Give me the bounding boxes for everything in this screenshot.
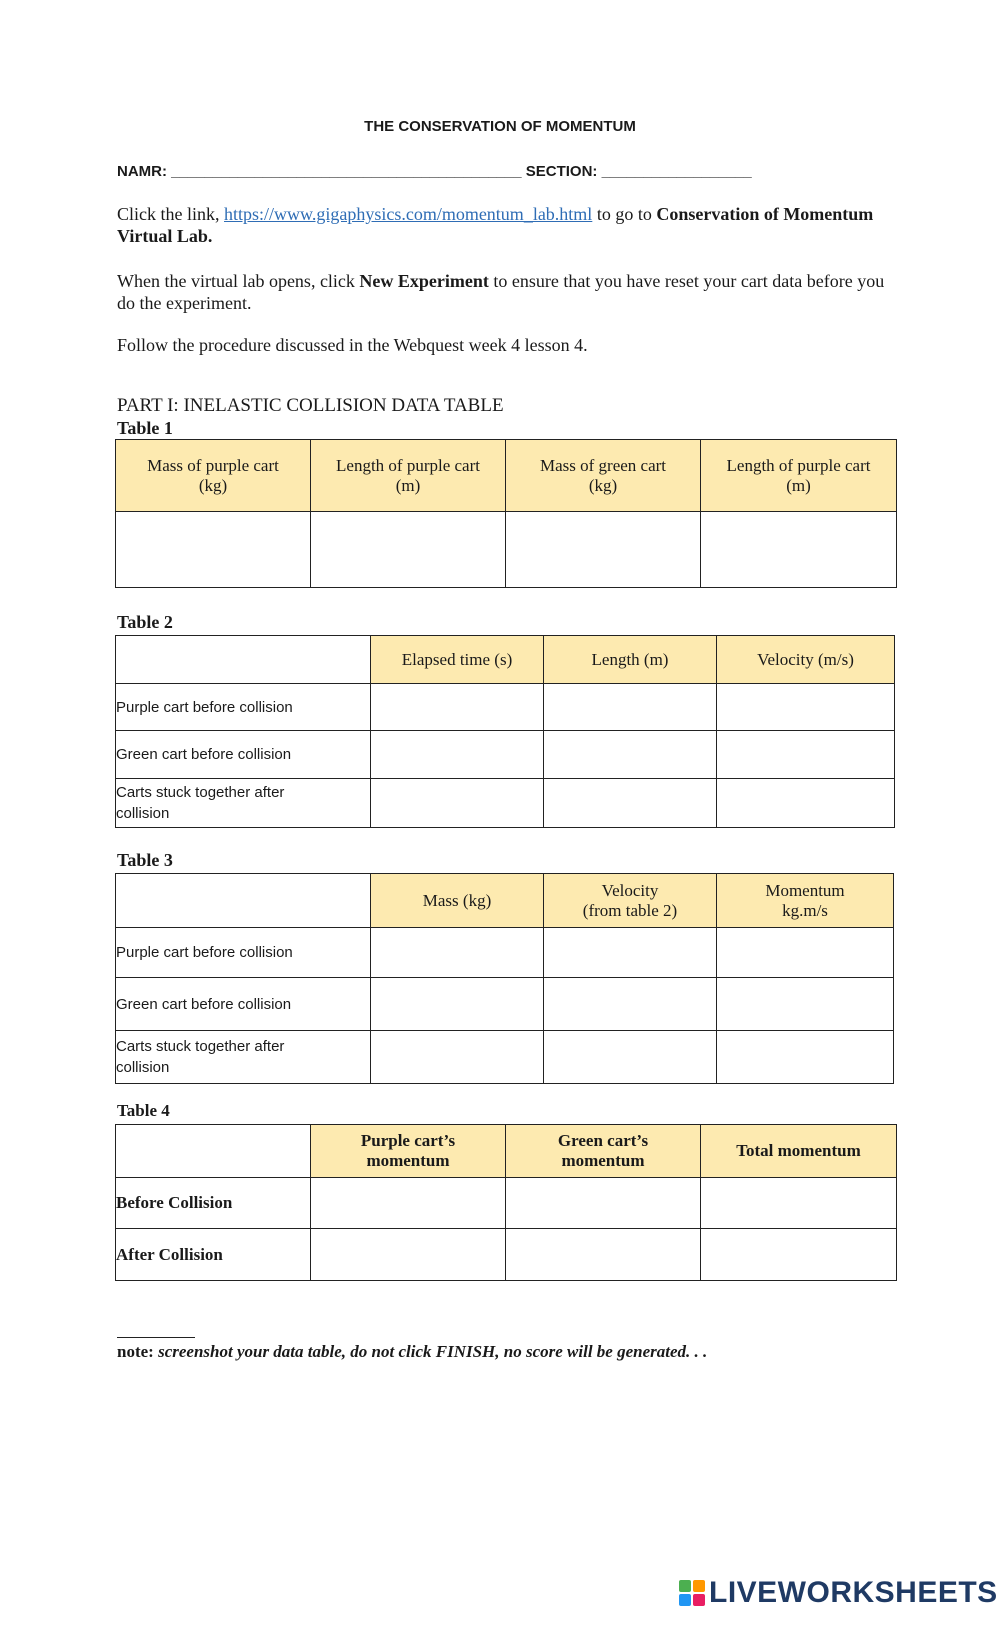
liveworksheets-logo-text: LIVEWORKSHEETS xyxy=(709,1576,998,1609)
row-label-text: collision xyxy=(116,1059,170,1076)
logo-square-1 xyxy=(679,1580,691,1592)
table2-row-label xyxy=(116,779,371,828)
table2-row-label xyxy=(116,731,371,779)
table3-label: Table 3 xyxy=(117,850,173,870)
table3-row-label xyxy=(116,1031,371,1084)
table4-header-cell xyxy=(506,1125,701,1178)
intro-text: Click the link, xyxy=(117,204,224,224)
table1-label: Table 1 xyxy=(117,418,173,438)
table1-header-cell xyxy=(311,440,506,512)
row-label-text: Purple cart before collision xyxy=(116,944,293,961)
header-unit: (kg) xyxy=(588,475,618,495)
lab-name: Conservation of Momentum Virtual Lab. xyxy=(117,204,874,246)
row-label-text: Carts stuck together after xyxy=(116,784,285,801)
intro-open-paragraph xyxy=(117,270,887,314)
header-text: Mass (kg) xyxy=(422,890,492,910)
table2-header-cell: Elapsed time (s) xyxy=(371,636,544,684)
table3-corner-cell xyxy=(116,874,371,928)
intro-link-paragraph xyxy=(117,203,887,247)
note-divider xyxy=(117,1337,195,1338)
header-text: Length of purple cart xyxy=(336,455,480,475)
header-unit: (kg) xyxy=(198,475,228,495)
table4-input-cell[interactable] xyxy=(701,1178,897,1229)
table3-header-cell xyxy=(371,874,544,928)
table4-row-label: Before Collision xyxy=(116,1178,311,1229)
table2-label: Table 2 xyxy=(117,612,173,632)
table3-input-cell[interactable] xyxy=(717,928,894,978)
table1-header-cell xyxy=(701,440,897,512)
header-unit: (m) xyxy=(395,475,421,495)
lab-link[interactable]: https://www.gigaphysics.com/momentum_lab.html xyxy=(224,204,593,224)
table3-header-cell xyxy=(544,874,717,928)
header-text: Velocity xyxy=(601,880,659,900)
note xyxy=(117,1342,707,1362)
note-text: screenshot your data table, do not click FINISH, no score will be generated. . . xyxy=(153,1342,708,1361)
table2-input-cell[interactable] xyxy=(371,731,544,779)
table2-input-cell[interactable] xyxy=(717,684,895,731)
page-title: THE CONSERVATION OF MOMENTUM xyxy=(364,118,636,135)
section-label: SECTION: xyxy=(525,163,598,180)
table4-row-label: After Collision xyxy=(116,1229,311,1281)
table3 xyxy=(115,873,894,1084)
table4-input-cell[interactable] xyxy=(311,1178,506,1229)
table2-input-cell[interactable] xyxy=(544,779,717,828)
header-text: Mass of green cart xyxy=(539,455,667,475)
table3-input-cell[interactable] xyxy=(371,928,544,978)
table4-input-cell[interactable] xyxy=(506,1178,701,1229)
table2-input-cell[interactable] xyxy=(544,684,717,731)
intro-follow-paragraph: Follow the procedure discussed in the Webquest week 4 lesson 4. xyxy=(117,335,588,355)
header-text: Green cart’s xyxy=(557,1131,649,1150)
table3-row-label xyxy=(116,978,371,1031)
name-section-line xyxy=(117,163,752,180)
table1-input-cell[interactable] xyxy=(116,512,311,588)
table1 xyxy=(115,439,897,588)
table3-input-cell[interactable] xyxy=(544,978,717,1031)
header-text: Mass of purple cart xyxy=(147,455,279,475)
header-text: Momentum xyxy=(765,880,845,900)
table4-input-cell[interactable] xyxy=(506,1229,701,1281)
intro-text: to ensure that you have reset your cart data before you do the experiment. xyxy=(117,271,885,313)
section-field[interactable]: __________________ xyxy=(601,163,752,180)
table4-header-cell xyxy=(311,1125,506,1178)
header-text: kg.m/s xyxy=(782,900,828,920)
header-unit: (m) xyxy=(786,475,811,495)
name-label: NAMR: xyxy=(117,163,167,180)
table2-row-label xyxy=(116,684,371,731)
new-experiment-label: New Experiment xyxy=(359,271,489,291)
header-text: momentum xyxy=(561,1151,645,1170)
table4-header-cell xyxy=(701,1125,897,1178)
note-label: note: xyxy=(117,1342,154,1361)
logo-square-4 xyxy=(693,1594,705,1606)
table3-input-cell[interactable] xyxy=(544,1031,717,1084)
name-field[interactable]: __________________________________________ xyxy=(171,163,522,180)
table1-header-cell xyxy=(506,440,701,512)
intro-text: to go to xyxy=(592,204,657,224)
table1-input-cell[interactable] xyxy=(506,512,701,588)
table4 xyxy=(115,1124,897,1281)
header-text: Total momentum xyxy=(736,1141,861,1160)
liveworksheets-logo-icon xyxy=(679,1580,705,1606)
row-label-text: Green cart before collision xyxy=(116,995,292,1013)
table3-input-cell[interactable] xyxy=(371,1031,544,1084)
table2-header-cell: Length (m) xyxy=(544,636,717,684)
table4-input-cell[interactable] xyxy=(701,1229,897,1281)
table3-input-cell[interactable] xyxy=(544,928,717,978)
liveworksheets-logo xyxy=(679,1576,998,1610)
table2-header-cell: Velocity (m/s) xyxy=(717,636,895,684)
part-title: PART I: INELASTIC COLLISION DATA TABLE xyxy=(117,395,504,416)
intro-text: When the virtual lab opens, click xyxy=(117,271,360,291)
table2-input-cell[interactable] xyxy=(544,731,717,779)
table3-input-cell[interactable] xyxy=(717,1031,894,1084)
row-label-text: Purple cart before collision xyxy=(116,698,293,716)
table1-input-cell[interactable] xyxy=(701,512,897,588)
logo-square-3 xyxy=(679,1594,691,1606)
header-text: Length of purple cart xyxy=(726,455,871,475)
table2-input-cell[interactable] xyxy=(371,779,544,828)
table2-input-cell[interactable] xyxy=(717,731,895,779)
table2-corner-cell xyxy=(116,636,371,684)
table4-input-cell[interactable] xyxy=(311,1229,506,1281)
header-text: Purple cart’s xyxy=(360,1131,456,1150)
table3-input-cell[interactable] xyxy=(717,978,894,1031)
row-label-text: Green cart before collision xyxy=(116,746,292,763)
table4-label: Table 4 xyxy=(117,1101,170,1120)
table3-input-cell[interactable] xyxy=(371,978,544,1031)
table1-input-cell[interactable] xyxy=(311,512,506,588)
row-label-text: Carts stuck together after xyxy=(116,1038,285,1055)
table2 xyxy=(115,635,895,828)
table2-input-cell[interactable] xyxy=(371,684,544,731)
table3-row-label xyxy=(116,928,371,978)
table3-header-cell xyxy=(717,874,894,928)
header-text: momentum xyxy=(366,1151,450,1170)
logo-square-2 xyxy=(693,1580,705,1592)
table4-corner-cell xyxy=(116,1125,311,1178)
header-text: (from table 2) xyxy=(582,900,678,920)
table1-header-cell xyxy=(116,440,311,512)
table2-input-cell[interactable] xyxy=(717,779,895,828)
row-label-text: collision xyxy=(116,805,170,822)
